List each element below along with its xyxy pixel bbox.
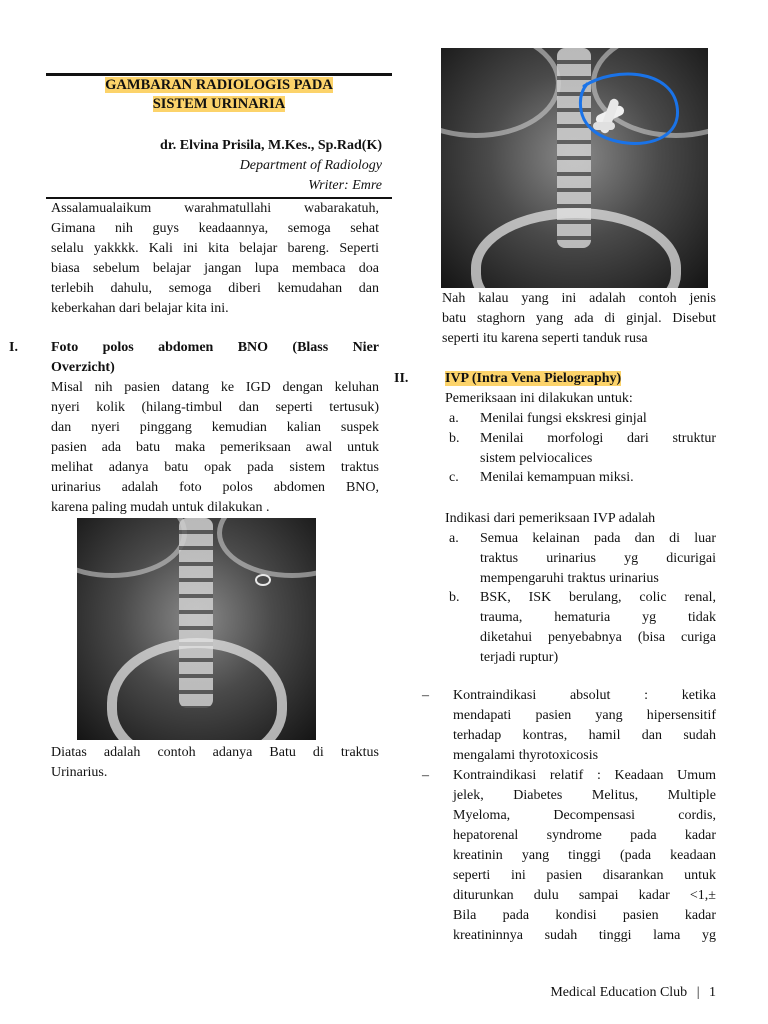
contraindication-item — [453, 766, 716, 946]
contraindication-line: Myeloma, Decompensasi cordis, — [453, 808, 716, 823]
purpose-line: Menilai kemampuan miksi. — [480, 470, 634, 485]
intro-line: terlebih dahulu, semoga diberi kemudahan dan — [51, 281, 379, 296]
intro-line: Gimana nih guys keadaannya, semoga sehat — [51, 221, 379, 236]
page-number: 1 — [709, 985, 716, 1000]
writer: Writer: Emre — [308, 178, 382, 193]
section-1-heading-line-2: Overzicht) — [51, 360, 115, 375]
page-title — [46, 76, 392, 114]
section-1-heading — [51, 338, 379, 378]
contraindication-line: mengalami thyrotoxicosis — [453, 748, 599, 763]
indication-marker: b. — [449, 590, 460, 605]
purpose-item — [480, 409, 716, 429]
bno-caption — [51, 743, 379, 783]
purpose-line: sistem pelviocalices — [480, 451, 593, 466]
annotation-circle — [441, 48, 708, 288]
contraindication-line: hepatorenal syndrome pada kadar — [453, 828, 716, 843]
indication-marker: a. — [449, 531, 459, 546]
contraindication-line: kreatininnya sudah tinggi lama yg — [453, 928, 716, 943]
indication-line: BSK, ISK berulang, colic renal, — [480, 590, 716, 605]
contraindication-line: terhadap kontras, hamil dan sudah — [453, 728, 716, 743]
title-line-2: SISTEM URINARIA — [152, 96, 286, 112]
bno-caption-line: Diatas adalah contoh adanya Batu di traktus — [51, 745, 379, 760]
section-1-line: pasien ada batu maka pemeriksaan awal untuk — [51, 440, 379, 455]
purpose-item — [480, 468, 716, 488]
contraindication-line: seperti ini pasien disarankan untuk — [453, 868, 716, 883]
section-1-heading-line-1: Foto polos abdomen BNO (Blass Nier — [51, 340, 379, 355]
intro-paragraph — [51, 199, 379, 319]
section-1-line: melihat adanya batu opak pada sistem traktus — [51, 460, 379, 475]
staghorn-xray-image — [441, 48, 708, 288]
author-name: dr. Elvina Prisila, M.Kes., Sp.Rad(K) — [160, 138, 382, 153]
section-2-number: II. — [394, 371, 409, 386]
purpose-item — [480, 429, 716, 469]
section-1-number: I. — [9, 340, 18, 355]
bno-caption-line: Urinarius. — [51, 765, 108, 780]
section-2-lead: Pemeriksaan ini dilakukan untuk: — [445, 391, 633, 406]
indication-line: diketahui penyebabnya (bisa curiga — [480, 630, 716, 645]
indication-item — [480, 529, 716, 589]
intro-line: keberkahan dari belajar kita ini. — [51, 301, 229, 316]
section-1-body — [51, 378, 379, 518]
footer — [460, 983, 716, 1003]
indication-line: mempengaruhi traktus urinarius — [480, 571, 659, 586]
contraindication-line: Kontraindikasi relatif : Keadaan Umum — [453, 768, 716, 783]
contraindication-marker: – — [422, 768, 429, 783]
kidney-stone-marker — [255, 574, 271, 586]
section-1-line: nyeri kolik (hilang-timbul dan seperti tertusuk) — [51, 400, 379, 415]
section-1-line: urinarius adalah foto polos abdomen BNO, — [51, 480, 379, 495]
purpose-line: Menilai fungsi ekskresi ginjal — [480, 411, 647, 426]
indication-line: terjadi ruptur) — [480, 650, 559, 665]
contraindication-line: jelek, Diabetes Melitus, Multiple — [453, 788, 716, 803]
contraindication-marker: – — [422, 688, 429, 703]
indication-line: trauma, hematuria yg tidak — [480, 610, 716, 625]
purpose-line: Menilai morfologi dari struktur — [480, 431, 716, 446]
intro-line: selalu yakkkk. Kali ini kita belajar bareng. Seperti — [51, 241, 379, 256]
staghorn-caption — [442, 289, 716, 349]
purpose-marker: c. — [449, 470, 459, 485]
section-1-line: karena paling mudah untuk dilakukan . — [51, 500, 270, 515]
bno-xray-image — [77, 518, 316, 740]
contraindication-line: kreatinin yang tinggi (pada keadaan — [453, 848, 716, 863]
intro-line: Assalamualaikum warahmatullahi wabarakatuh, — [51, 201, 379, 216]
contraindication-line: Bila pada kondisi pasien kadar — [453, 908, 716, 923]
staghorn-caption-line: Nah kalau yang ini adalah contoh jenis — [442, 291, 716, 306]
indication-item — [480, 588, 716, 668]
staghorn-caption-line: seperti itu karena seperti tanduk rusa — [442, 331, 648, 346]
footer-separator: | — [696, 985, 700, 1000]
indication-lead: Indikasi dari pemeriksaan IVP adalah — [445, 511, 656, 526]
purpose-marker: b. — [449, 431, 460, 446]
section-1-line: dan nyeri pinggang kemudian kalian suspek — [51, 420, 379, 435]
purpose-marker: a. — [449, 411, 459, 426]
section-1-line: Misal nih pasien datang ke IGD dengan keluhan — [51, 380, 379, 395]
contraindication-line: diturunkan dulu sampai kadar <1,± — [453, 888, 716, 903]
footer-club: Medical Education Club — [550, 985, 688, 1000]
staghorn-caption-line: batu staghorn yang ada di ginjal. Disebut — [442, 311, 716, 326]
section-2-heading: IVP (Intra Vena Pielography) — [445, 371, 622, 386]
indication-line: traktus urinarius yg dicurigai — [480, 551, 716, 566]
contraindication-item — [453, 686, 716, 766]
department: Department of Radiology — [239, 158, 382, 173]
indication-line: Semua kelainan pada dan di luar — [480, 531, 716, 546]
intro-line: biasa sebelum belajar jangan lupa membaca doa — [51, 261, 379, 276]
contraindication-line: mendapati pasien yang hipersensitif — [453, 708, 716, 723]
title-line-1: GAMBARAN RADIOLOGIS PADA — [105, 77, 333, 93]
contraindication-line: Kontraindikasi absolut : ketika — [453, 688, 716, 703]
